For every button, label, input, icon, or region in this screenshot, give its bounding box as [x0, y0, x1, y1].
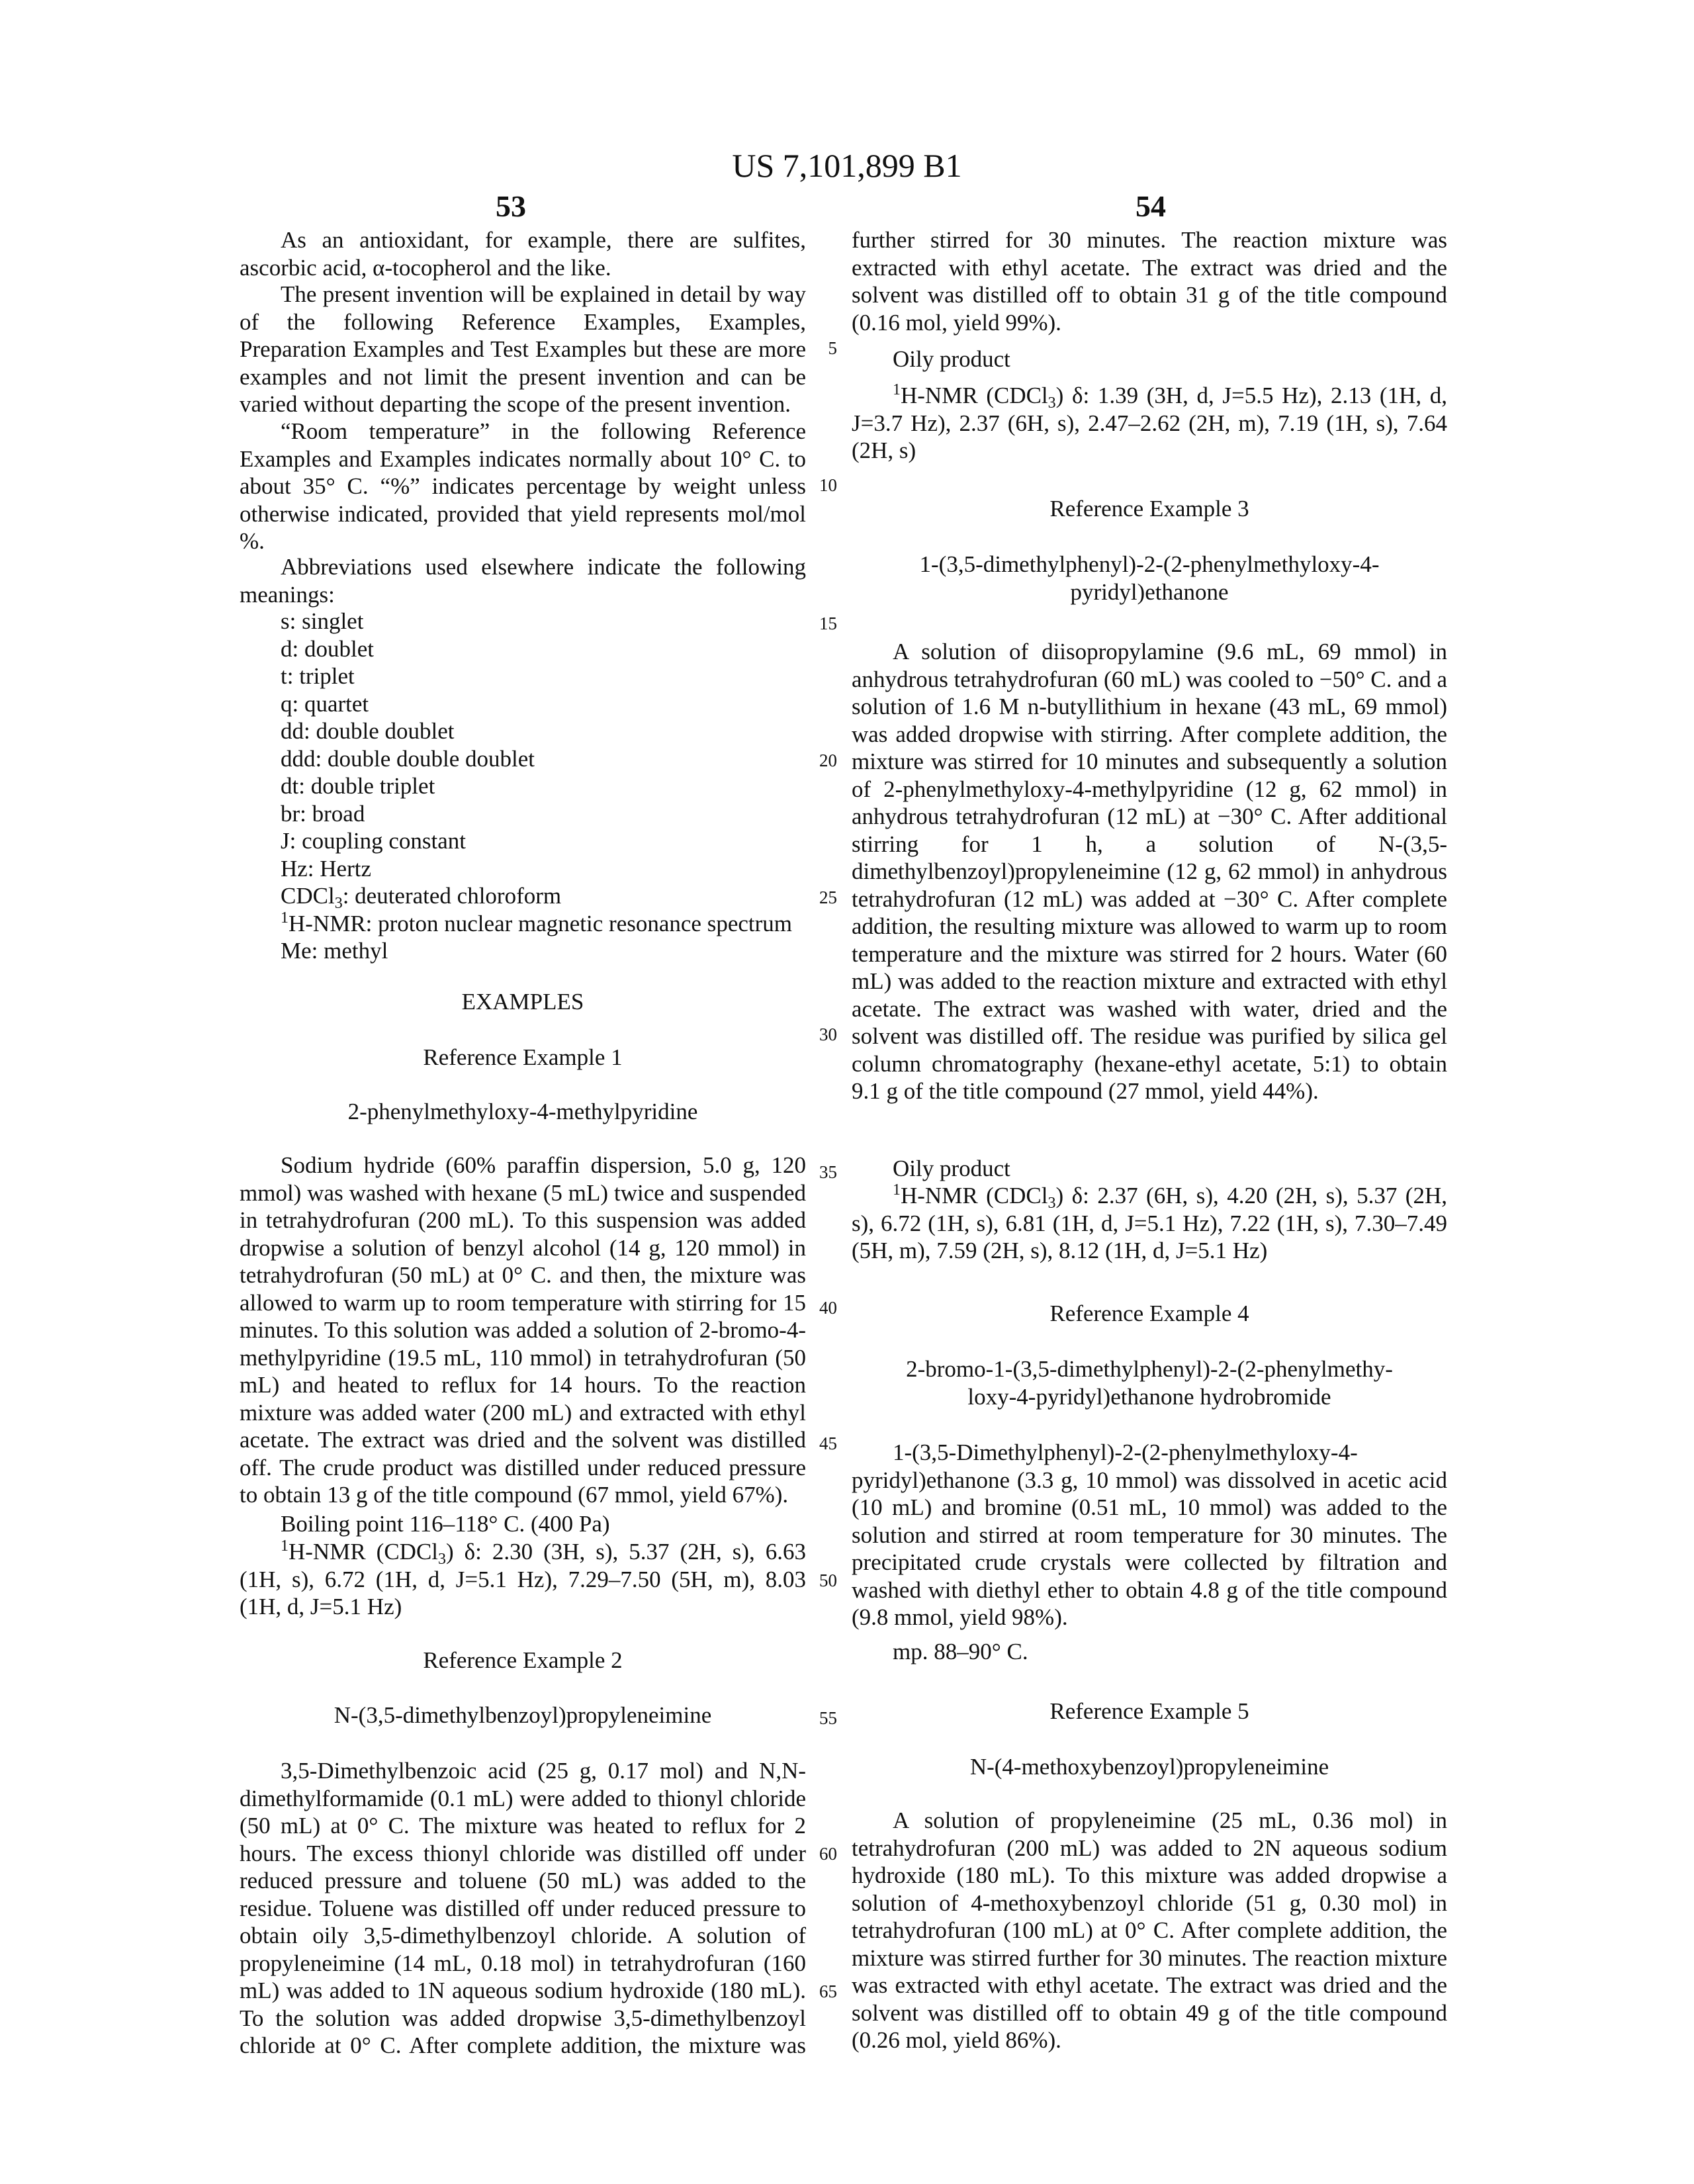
line-number: 5 [804, 335, 837, 363]
abbreviation-item [281, 910, 847, 938]
superscript: 1 [893, 381, 901, 398]
reference-example-1-procedure: Sodium hydride (60% paraffin dispersion, 5.0 g, 120 mmol) was washed with hexane (5 mL) twice and suspended in tetrahydrofuran (200 mL). To this suspension was added dropwise a solution of benzyl alcohol (14 g, 120 mmol) in tetrahydrofuran (50 mL) at 0° C. and then, the mixture was allowed to warm up to room temperature with stirring for 15 minutes. To this solution was added a solution of 2-bromo-4-methylpyridine (19.5 mL, 110 mmol) in tetrahydrofuran (50 mL) and heated to reflux for 14 hours. To the reaction mixture was added water (200 mL) and extracted with ethyl acetate. The extract was dried and the solvent was distilled off. The crude product was distilled under reduced pressure to obtain 13 g of the title compound (67 mmol, yield 67%). [240, 1152, 806, 1509]
nmr-data-ref1 [240, 1538, 806, 1621]
line-number: 15 [804, 610, 837, 638]
abbreviation-item: dt: double triplet [281, 772, 847, 800]
reference-example-3-heading: Reference Example 3 [852, 495, 1447, 523]
nmr-text: H-NMR (CDCl [901, 1183, 1048, 1208]
abbrev-meaning: : deuterated chloroform [343, 883, 561, 909]
paragraph-room-temperature: “Room temperature” in the following Reference Examples and Examples indicates normally about 10° C. to about 35° C. “%” indicates percentage by weight unless otherwise indicated, provided that yield represents mol/mol %. [240, 418, 806, 555]
subscript: 3 [335, 895, 343, 912]
title-line: 2-bromo-1-(3,5-dimethylphenyl)-2-(2-phenylmethy- [852, 1355, 1447, 1383]
abbrev-term: CDCl [281, 883, 335, 909]
line-number: 50 [804, 1567, 837, 1595]
subscript: 3 [1048, 394, 1056, 412]
abbreviation-item: dd: double doublet [281, 717, 847, 745]
abbreviation-item: Me: methyl [281, 937, 847, 965]
reference-example-1-title: 2-phenylmethyloxy-4-methylpyridine [240, 1098, 806, 1126]
abbrev-meaning: H-NMR: proton nuclear magnetic resonance spectrum [289, 911, 792, 936]
page-number-right: 54 [1085, 189, 1217, 224]
line-number: 20 [804, 747, 837, 775]
abbreviation-item: d: doublet [281, 635, 847, 663]
examples-heading: EXAMPLES [240, 988, 806, 1016]
nmr-text: H-NMR (CDCl [901, 383, 1048, 408]
subscript: 3 [438, 1551, 446, 1568]
melting-point: mp. 88–90° C. [852, 1638, 1488, 1666]
reference-example-4-heading: Reference Example 4 [852, 1300, 1447, 1328]
superscript: 1 [281, 1537, 289, 1555]
page-number-left: 53 [445, 189, 577, 224]
boiling-point: Boiling point 116–118° C. (400 Pa) [240, 1510, 847, 1538]
line-number: 35 [804, 1159, 837, 1187]
line-number: 25 [804, 884, 837, 912]
subscript: 3 [1048, 1195, 1056, 1212]
abbreviation-list [240, 608, 847, 965]
abbreviation-item: s: singlet [281, 608, 847, 635]
superscript: 1 [281, 909, 289, 927]
nmr-text: ) δ: 2.37 (6H, s), 4.20 (2H, s), 5.37 (2H, s), 6.72 (1H, s), 6.81 (1H, d, J=5.1 Hz), 7.22 (1H, s), 7.30–7.49 (5H, m), 7.59 (2H, s), 8.12 (1H, d, J=5.1 Hz) [852, 1183, 1447, 1263]
oily-product-label: Oily product [852, 1155, 1488, 1183]
line-number: 45 [804, 1430, 837, 1458]
title-line: pyridyl)ethanone [852, 578, 1447, 606]
title-line: loxy-4-pyridyl)ethanone hydrobromide [852, 1383, 1447, 1411]
line-number: 30 [804, 1021, 837, 1049]
reference-example-2-procedure: 3,5-Dimethylbenzoic acid (25 g, 0.17 mol) and N,N-dimethylformamide (0.1 mL) were added to thionyl chloride (50 mL) at 0° C. The mixture was heated to reflux for 2 hours. The excess thionyl chloride was distilled off under reduced pressure and toluene (50 mL) was added to the residue. Toluene was distilled off under reduced pressure to obtain oily 3,5-dimethylbenzoyl chloride. A solution of propyleneimine (14 mL, 0.18 mol) in tetrahydrofuran (160 mL) was added to 1N aqueous sodium hydroxide (180 mL). To the solution was added dropwise 3,5-dimethylbenzoyl chloride at 0° C. After complete addition, the mixture was [240, 1757, 806, 2060]
nmr-text: ) δ: 1.39 (3H, d, J=5.5 Hz), 2.13 (1H, d, J=3.7 Hz), 2.37 (6H, s), 2.47–2.62 (2H, m), 7.19 (1H, s), 7.64 (2H, s) [852, 383, 1447, 463]
reference-example-5-procedure: A solution of propyleneimine (25 mL, 0.36 mol) in tetrahydrofuran (200 mL) was added to 2N aqueous sodium hydroxide (180 mL). To this mixture was added dropwise a solution of 4-methoxybenzoyl chloride (51 g, 0.30 mol) in tetrahydrofuran (100 mL) at 0° C. After complete addition, the mixture was stirred further for 30 minutes. The reaction mixture was extracted with ethyl acetate. The extract was dried and the solvent was distilled off to obtain 49 g of the title compound (0.26 mol, yield 86%). [852, 1807, 1447, 2054]
reference-example-5-title: N-(4-methoxybenzoyl)propyleneimine [852, 1753, 1447, 1781]
patent-number: US 7,101,899 B1 [0, 147, 1694, 184]
paragraph-invention: The present invention will be explained in detail by way of the following Reference Examples, Examples, Preparation Examples and Test Examples but these are more examples and not limit the present invention and can be varied without departing the scope of the present invention. [240, 281, 806, 418]
abbreviation-item: ddd: double double doublet [281, 745, 847, 773]
nmr-text: ) δ: 2.30 (3H, s), 5.37 (2H, s), 6.63 (1H, s), 6.72 (1H, d, J=5.1 Hz), 7.29–7.50 (5H, m), 8.03 (1H, d, J=5.1 Hz) [240, 1539, 806, 1619]
abbreviation-item: t: triplet [281, 662, 847, 690]
line-number: 65 [804, 1978, 837, 2006]
line-number: 55 [804, 1705, 837, 1733]
oily-product-label: Oily product [852, 345, 1488, 373]
reference-example-1-heading: Reference Example 1 [240, 1044, 806, 1071]
reference-example-2-heading: Reference Example 2 [240, 1647, 806, 1674]
abbreviation-item: Hz: Hertz [281, 855, 847, 883]
abbreviation-item [281, 882, 847, 910]
nmr-text: H-NMR (CDCl [289, 1539, 438, 1565]
paragraph-abbreviations: Abbreviations used elsewhere indicate the following meanings: [240, 553, 806, 608]
reference-example-2-title: N-(3,5-dimethylbenzoyl)propyleneimine [240, 1702, 806, 1729]
reference-example-3-procedure: A solution of diisopropylamine (9.6 mL, 69 mmol) in anhydrous tetrahydrofuran (60 mL) was cooled to −50° C. and a solution of 1.6 M n-butyllithium in hexane (43 mL, 69 mmol) was added dropwise with stirring. After complete addition, the mixture was stirred for 10 minutes and subsequently a solution of 2-phenylmethyloxy-4-methylpyridine (12 g, 62 mmol) in anhydrous tetrahydrofuran (12 mL) at −30° C. After additional stirring for 1 h, a solution of N-(3,5-dimethylbenzoyl)propyleneimine (12 g, 62 mmol) in anhydrous tetrahydrofuran (12 mL) was added at −30° C. After complete addition, the resulting mixture was allowed to warm up to room temperature and the mixture was stirred for 2 hours. Water (60 mL) was added to the reaction mixture and extracted with ethyl acetate. The extract was washed with water, dried and the solvent was distilled off. The residue was purified by silica gel column chromatography (hexane-ethyl acetate, 5:1) to obtain 9.1 g of the title compound (27 mmol, yield 44%). [852, 638, 1447, 1105]
abbreviation-item: J: coupling constant [281, 827, 847, 855]
abbreviation-item: q: quartet [281, 690, 847, 718]
paragraph-antioxidant: As an antioxidant, for example, there are sulfites, ascorbic acid, α-tocopherol and the like. [240, 226, 806, 281]
reference-example-3-title [852, 551, 1447, 606]
line-number: 40 [804, 1295, 837, 1322]
abbreviation-item: br: broad [281, 800, 847, 828]
title-line: 1-(3,5-dimethylphenyl)-2-(2-phenylmethyloxy-4- [852, 551, 1447, 578]
paragraph-continued: further stirred for 30 minutes. The reaction mixture was extracted with ethyl acetate. The extract was dried and the solvent was distilled off to obtain 31 g of the title compound (0.16 mol, yield 99%). [852, 226, 1447, 336]
reference-example-4-title [852, 1355, 1447, 1410]
line-number: 60 [804, 1841, 837, 1868]
reference-example-5-heading: Reference Example 5 [852, 1698, 1447, 1725]
superscript: 1 [893, 1181, 901, 1199]
nmr-data-ref3 [852, 1182, 1447, 1265]
nmr-data-ref2 [852, 382, 1447, 465]
line-number: 10 [804, 472, 837, 500]
reference-example-4-procedure: 1-(3,5-Dimethylphenyl)-2-(2-phenylmethyloxy-4-pyridyl)ethanone (3.3 g, 10 mmol) was dissolved in acetic acid (10 mL) and bromine (0.51 mL, 10 mmol) was added to the solution and stirred at room temperature for 30 minutes. The precipitated crude crystals were collected by filtration and washed with diethyl ether to obtain 4.8 g of the title compound (9.8 mmol, yield 98%). [852, 1439, 1447, 1631]
